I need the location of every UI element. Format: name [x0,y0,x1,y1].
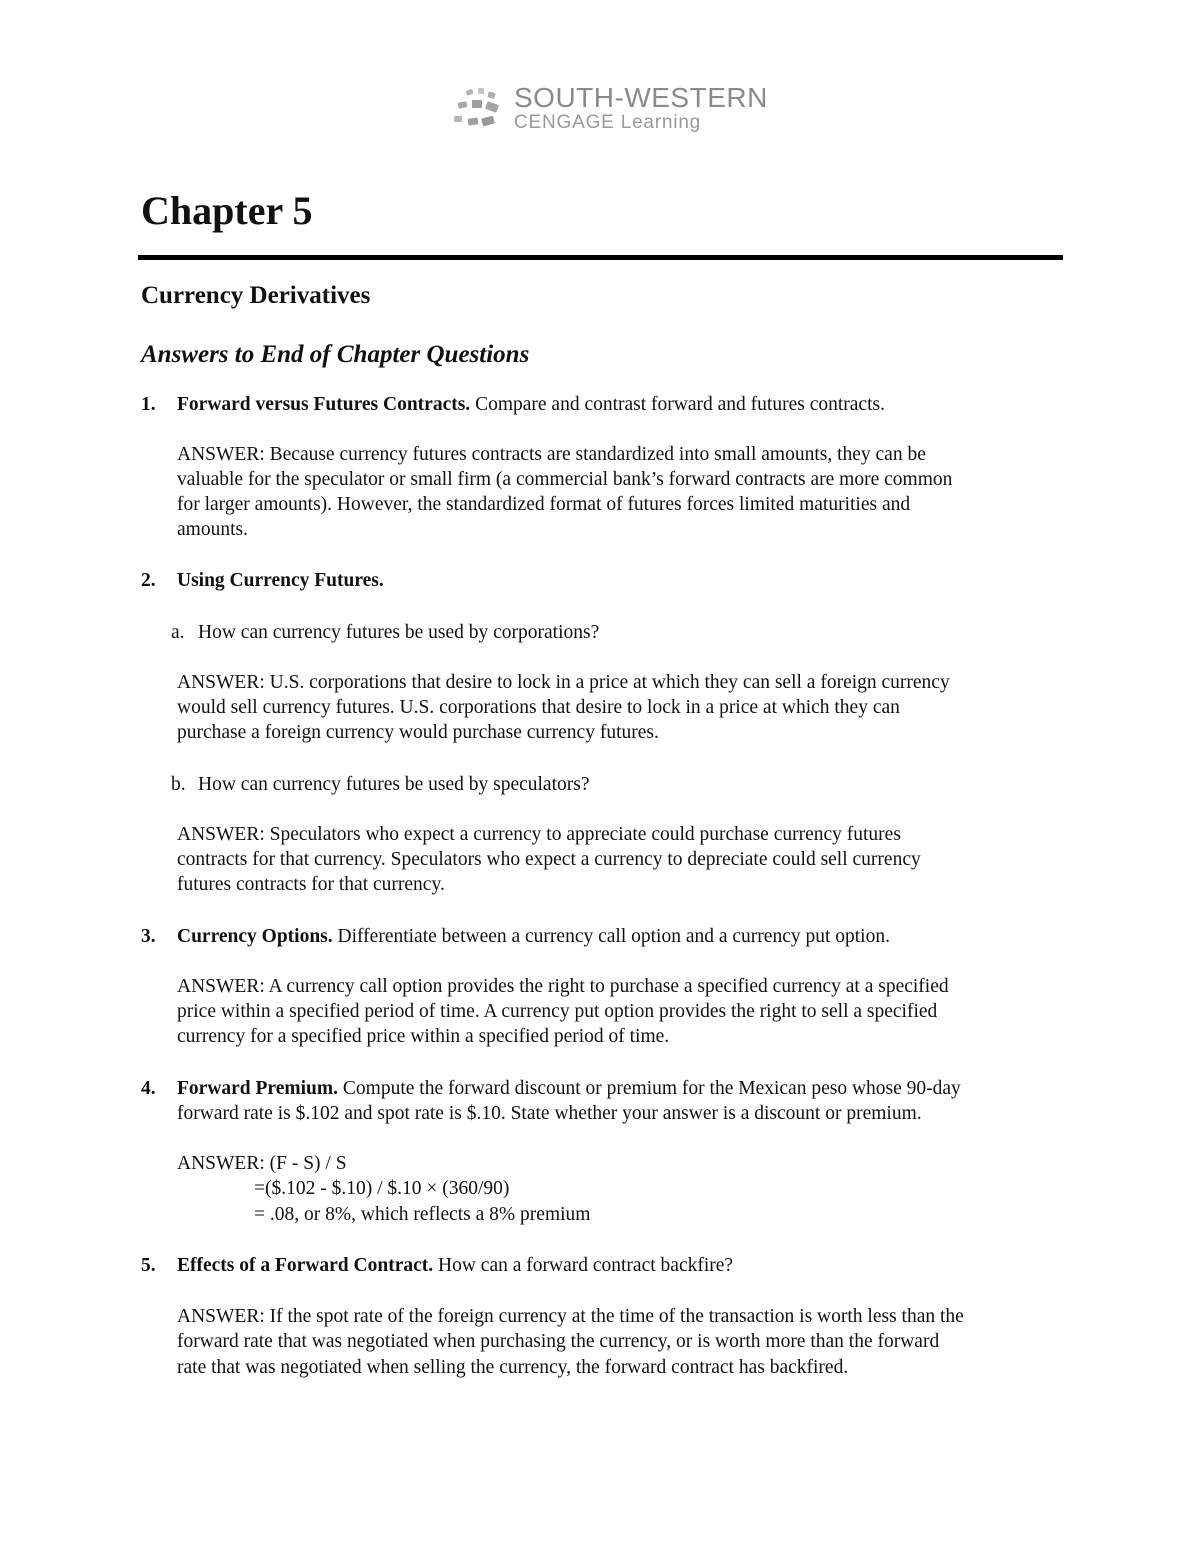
question-title: Effects of a Forward Contract. [177,1255,434,1276]
chapter-title: Chapter 5 [141,188,313,233]
question-text [177,1253,733,1278]
question-title: Currency Options. [177,926,333,947]
question-number: 2. [141,570,156,591]
answer-line: ANSWER: If the spot rate of the foreign currency at the time of the transaction is worth less than the [177,1306,964,1327]
answer-line: would sell currency futures. U.S. corporations that desire to lock in a price at which they can [177,697,900,718]
answer-line: ANSWER: Speculators who expect a currency to appreciate could purchase currency futures [177,824,901,845]
question-body: Differentiate between a currency call option and a currency put option. [332,926,890,947]
question-text [177,924,890,949]
answer-line: valuable for the speculator or small firm (a commercial bank’s forward contracts are more common [177,469,953,490]
answer-line: ANSWER: A currency call option provides the right to purchase a specified currency at a specified [177,976,949,997]
question-body: forward rate is $.102 and spot rate is $.10. State whether your answer is a discount or premium. [177,1103,922,1124]
answer-line: rate that was negotiated when selling the currency, the forward contract has backfired. [177,1357,849,1378]
question-number: 1. [141,394,156,415]
question-title: Using Currency Futures. [177,570,384,591]
answer-line: ANSWER: (F - S) / S [177,1153,347,1174]
answer-line: amounts. [177,519,248,540]
answer-line: contracts for that currency. Speculators who expect a currency to depreciate could sell currency [177,849,921,870]
subquestion-label: b. [171,774,186,795]
question-text [177,1076,961,1101]
formula-line: =($.102 - $.10) / $.10 × (360/90) [254,1178,510,1199]
subquestion-text: How can currency futures be used by speculators? [198,774,590,795]
answers-subtitle: Answers to End of Chapter Questions [141,341,530,368]
subquestion-label: a. [171,622,185,643]
question-body: How can a forward contract backfire? [433,1255,734,1276]
question-number: 3. [141,926,156,947]
question-number: 4. [141,1078,156,1099]
formula-line: = .08, or 8%, which reflects a 8% premium [254,1204,591,1225]
question-body: Compare and contrast forward and futures contracts. [470,394,885,415]
logo-line-2: CENGAGE Learning [514,112,702,133]
answer-line: currency for a specified price within a specified period of time. [177,1026,670,1047]
title-rule [138,255,1063,260]
dots-icon [452,86,506,134]
question-body: Compute the forward discount or premium for the Mexican peso whose 90-day [338,1078,961,1099]
answer-line: price within a specified period of time. A currency put option provides the right to sell a specified [177,1001,938,1022]
answer-line: forward rate that was negotiated when purchasing the currency, or is worth more than the forward [177,1331,940,1352]
answer-line: ANSWER: U.S. corporations that desire to lock in a price at which they can sell a foreign currency [177,672,950,693]
answer-line: futures contracts for that currency. [177,874,445,895]
answer-line: purchase a foreign currency would purchase currency futures. [177,722,659,743]
section-title: Currency Derivatives [141,282,371,309]
subquestion-text: How can currency futures be used by corporations? [198,622,600,643]
answer-line: for larger amounts). However, the standardized format of futures forces limited maturities and [177,494,911,515]
question-title: Forward Premium. [177,1078,339,1099]
answer-line: ANSWER: Because currency futures contracts are standardized into small amounts, they can be [177,444,926,465]
question-title: Forward versus Futures Contracts. [177,394,471,415]
question-number: 5. [141,1255,156,1276]
logo-line-1: SOUTH-WESTERN [514,82,768,113]
question-text [177,392,885,417]
